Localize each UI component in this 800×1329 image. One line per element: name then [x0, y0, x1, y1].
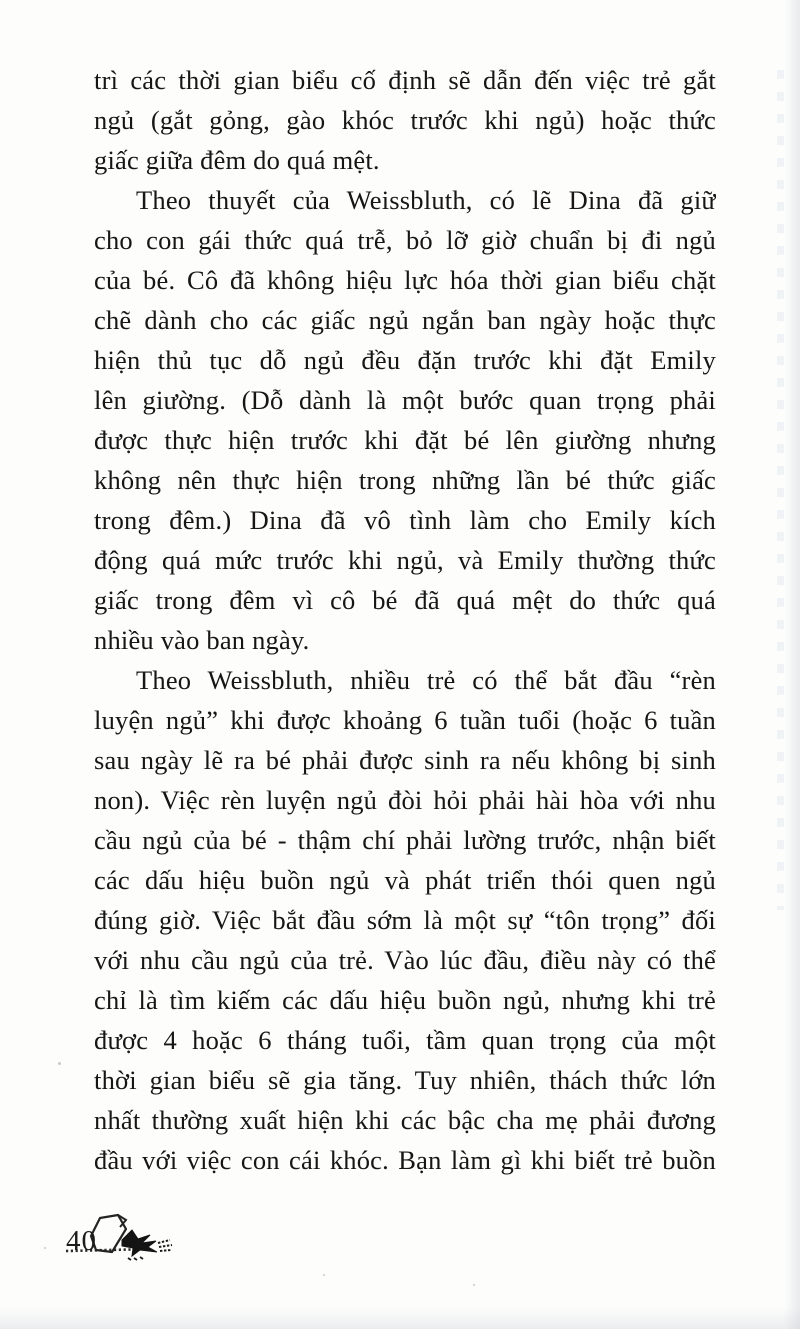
paragraph — [94, 660, 716, 1180]
text-line: đầu với việc con cái khóc. Bạn làm gì khi biết trẻ buồn — [94, 1145, 716, 1175]
scan-edge-shadow-bottom — [0, 1307, 800, 1329]
scan-speck — [323, 1274, 325, 1276]
text-line: lên giường. (Dỗ dành là một bước quan trọng phải — [94, 385, 716, 415]
text-line: chẽ dành cho các giấc ngủ ngắn ban ngày hoặc thực — [94, 305, 716, 335]
text-line: hiện thủ tục dỗ ngủ đều đặn trước khi đặt Emily — [94, 345, 716, 375]
text-line: trong đêm.) Dina đã vô tình làm cho Emily kích — [94, 505, 716, 535]
page-text — [94, 60, 716, 1180]
text-line: ngủ (gắt gỏng, gào khóc trước khi ngủ) hoặc thức — [94, 105, 716, 135]
page-footer — [60, 1210, 190, 1264]
text-line: non). Việc rèn luyện ngủ đòi hỏi phải hài hòa với nhu — [94, 785, 716, 815]
text-line: đúng giờ. Việc bắt đầu sớm là một sự “tôn trọng” đối — [94, 905, 716, 935]
paragraph — [94, 180, 716, 660]
page-showthrough-artifact — [777, 70, 784, 910]
text-line: được thực hiện trước khi đặt bé lên giường nhưng — [94, 425, 716, 455]
text-line: chỉ là tìm kiếm các dấu hiệu buồn ngủ, nhưng khi trẻ — [94, 985, 716, 1015]
text-line: thời gian biểu sẽ gia tăng. Tuy nhiên, thách thức lớn — [94, 1065, 716, 1095]
paragraph — [94, 60, 716, 180]
text-line: động quá mức trước khi ngủ, và Emily thường thức — [94, 545, 716, 575]
page-number: 40 — [66, 1225, 97, 1257]
text-line: được 4 hoặc 6 tháng tuổi, tầm quan trọng của một — [94, 1025, 716, 1055]
scan-speck — [58, 1062, 61, 1065]
text-line: sau ngày lẽ ra bé phải được sinh ra nếu không bị sinh — [94, 745, 716, 775]
text-line: Theo thuyết của Weissbluth, có lẽ Dina đã giữ — [136, 185, 716, 215]
text-line: cho con gái thức quá trễ, bỏ lỡ giờ chuẩn bị đi ngủ — [94, 225, 716, 255]
text-line: Theo Weissbluth, nhiều trẻ có thể bắt đầu “rèn — [136, 665, 716, 695]
scan-edge-shadow-right — [784, 0, 800, 1329]
text-line: các dấu hiệu buồn ngủ và phát triển thói quen ngủ — [94, 865, 716, 895]
text-line: của bé. Cô đã không hiệu lực hóa thời gian biểu chặt — [94, 265, 716, 295]
text-line: giấc trong đêm vì cô bé đã quá mệt do thức quá — [94, 585, 716, 615]
text-line: giấc giữa đêm do quá mệt. — [94, 145, 380, 175]
text-line: cầu ngủ của bé - thậm chí phải lường trước, nhận biết — [94, 825, 716, 855]
text-line: trì các thời gian biểu cố định sẽ dẫn đến việc trẻ gắt — [94, 65, 716, 95]
text-line: luyện ngủ” khi được khoảng 6 tuần tuổi (hoặc 6 tuần — [94, 705, 716, 735]
scan-speck — [473, 1284, 475, 1286]
text-line: với nhu cầu ngủ của trẻ. Vào lúc đầu, điều này có thể — [94, 945, 716, 975]
text-line: nhiều vào ban ngày. — [94, 625, 310, 655]
text-line: không nên thực hiện trong những lần bé thức giấc — [94, 465, 716, 495]
scan-speck — [44, 1247, 46, 1249]
text-line: nhất thường xuất hiện khi các bậc cha mẹ phải đương — [94, 1105, 716, 1135]
